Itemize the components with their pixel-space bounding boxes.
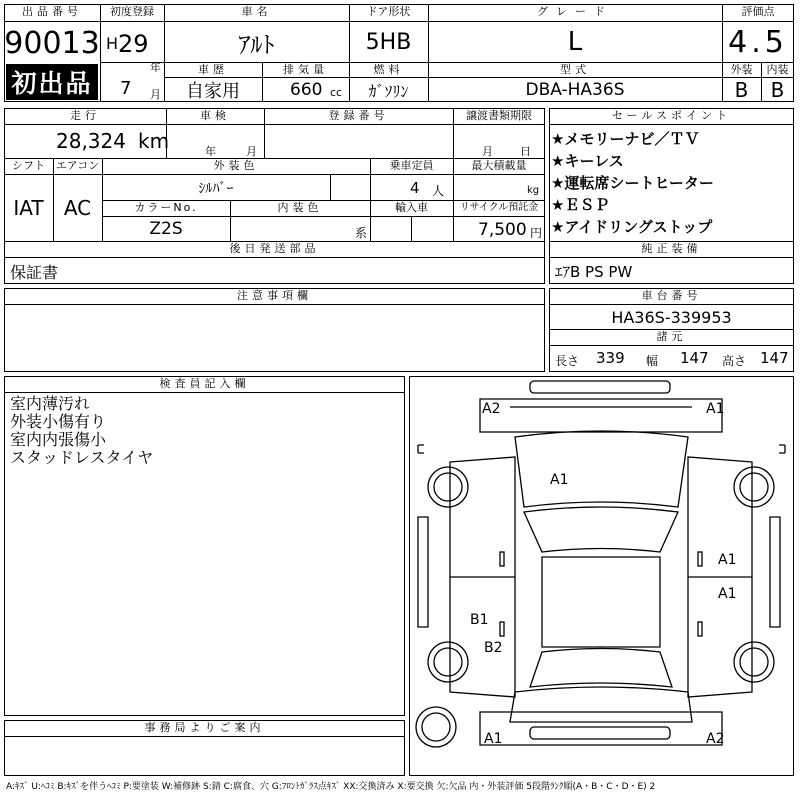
sales-point: ★メモリーナビ／ＴＶ	[551, 130, 700, 148]
score-label: 評価点	[741, 5, 775, 18]
width-label: 幅	[646, 354, 659, 368]
damage-mark: A1	[484, 731, 503, 747]
mileage: 28,324	[56, 129, 126, 153]
registration-month: 7	[120, 78, 132, 99]
car-name: ｱﾙﾄ	[238, 30, 275, 59]
inspector-notes	[10, 395, 153, 467]
max-load-unit: kg	[527, 185, 540, 196]
car-outline	[410, 377, 793, 775]
equipment: ｴｱB PS PW	[555, 263, 633, 281]
damage-mark: B2	[484, 640, 503, 656]
damage-mark: A1	[718, 586, 737, 602]
model-label: 型式	[560, 63, 590, 76]
first-listing-badge: 初出品	[6, 64, 98, 100]
legend: A:ｷｽﾞ U:ﾍｺﾐ B:ｷｽﾞを伴うﾍｺﾐ P:要塗装 W:補修跡 S:錆 C:腐食、穴 G:ﾌﾛﾝﾄｶﾞﾗｽ点ｷｽﾞ XX:交換済み X:要交換 欠:欠品 内・外装評価 5段階ﾗﾝｸ順(A・B・C・D・E) 2	[6, 782, 656, 792]
history-label: 車歴	[198, 63, 228, 76]
inspector-label: 検査員記入欄	[159, 377, 250, 390]
history: 自家用	[186, 81, 240, 102]
interior-color-unit: 系	[355, 226, 368, 240]
shift-label: シフト	[12, 159, 45, 172]
color-number-label: カラーNo.	[134, 201, 198, 214]
width: 147	[680, 349, 709, 367]
sales-points-list	[551, 128, 792, 238]
damage-mark: A1	[706, 401, 725, 417]
interior-grade: B	[770, 78, 785, 102]
displacement-unit: cc	[330, 86, 343, 99]
notes-label: 注意事項欄	[237, 289, 312, 302]
chassis-number-label: 車台番号	[641, 289, 702, 302]
era: H	[106, 34, 119, 53]
damage-mark: A1	[718, 552, 737, 568]
sales-point: ★アイドリングストップ	[551, 218, 713, 236]
lot-number-label: 出品番号	[22, 5, 82, 18]
sales-points-label: セールスポイント	[611, 109, 731, 122]
registration-number-label: 登録番号	[328, 109, 389, 122]
later-parts: 保証書	[10, 263, 59, 282]
mileage-label: 走行	[70, 109, 100, 122]
height: 147	[760, 349, 789, 367]
score: 4.5	[728, 24, 788, 60]
car-name-label: 車名	[241, 5, 272, 18]
height-label: 高さ	[722, 354, 747, 368]
recycle-fee: 7,500	[478, 220, 527, 240]
color-number: Z2S	[149, 219, 183, 239]
door-type: 5HB	[365, 29, 412, 55]
lot-number: 90013	[4, 25, 100, 61]
length: 339	[596, 349, 625, 367]
inspector-line: 室内薄汚れ	[10, 394, 91, 413]
exterior-color: ｼﾙﾊﾞｰ	[198, 180, 234, 197]
month-unit: 月	[150, 88, 161, 101]
exterior-grade: B	[734, 78, 749, 102]
office-notice-label: 事務局よりご案内	[144, 721, 265, 734]
inspection-label: 車検	[200, 109, 230, 122]
aircon-label: エアコン	[55, 159, 100, 172]
capacity-unit: 人	[432, 184, 445, 198]
transfer-deadline-label: 譲渡書類期限	[466, 109, 532, 122]
equipment-label: 純正装備	[641, 242, 702, 255]
displacement-label: 排気量	[283, 63, 328, 76]
shift: IAT	[13, 196, 44, 220]
capacity-label: 乗車定員	[389, 159, 434, 172]
transfer-month-unit: 月	[482, 145, 493, 158]
exterior-color-label: 外装色	[213, 159, 259, 172]
inspection-month-unit: 月	[246, 145, 257, 158]
later-parts-label: 後日発送部品	[229, 242, 320, 255]
inspection-year-unit: 年	[205, 145, 216, 158]
max-load-label: 最大積載量	[471, 159, 527, 172]
car-diagram	[409, 376, 794, 776]
damage-mark: B1	[470, 612, 489, 628]
exterior-grade-label: 外装	[730, 63, 753, 76]
chassis-number: HA36S-339953	[611, 307, 732, 327]
interior-grade-label: 内装	[766, 63, 789, 76]
fuel: ｶﾞｿﾘﾝ	[368, 81, 409, 101]
import-label: 輸入車	[395, 201, 428, 214]
door-type-label: ドア形状	[366, 5, 411, 18]
grade: L	[567, 27, 583, 57]
specs-label: 諸元	[656, 330, 687, 343]
year-unit: 年	[150, 62, 161, 74]
damage-mark: A2	[482, 401, 501, 417]
inspector-line: 室内内張傷小	[10, 430, 107, 449]
length-label: 長さ	[555, 354, 580, 368]
aircon: AC	[63, 196, 92, 220]
recycle-label: リサイクル預託金	[459, 202, 539, 213]
inspector-line: スタッドレスタイヤ	[10, 448, 154, 467]
transfer-day-unit: 日	[520, 145, 531, 158]
registration-year: 29	[118, 30, 149, 58]
model-code: DBA-HA36S	[525, 80, 625, 100]
sales-point: ★キーレス	[551, 152, 624, 170]
capacity: 4	[410, 179, 420, 197]
sales-point: ★運転席シートヒーター	[551, 174, 714, 192]
interior-color-label: 内装色	[277, 201, 323, 214]
damage-mark: A1	[550, 472, 569, 488]
displacement: 660	[290, 80, 323, 100]
grade-label: グレード	[537, 5, 613, 18]
damage-mark: A2	[706, 731, 725, 747]
first-registration-label: 初度登録	[110, 5, 154, 18]
sales-point: ★ＥＳＰ	[551, 196, 610, 214]
inspector-line: 外装小傷有り	[10, 412, 107, 431]
recycle-unit: 円	[530, 226, 543, 240]
fuel-label: 燃料	[373, 63, 404, 76]
mileage-unit: km	[138, 129, 170, 153]
